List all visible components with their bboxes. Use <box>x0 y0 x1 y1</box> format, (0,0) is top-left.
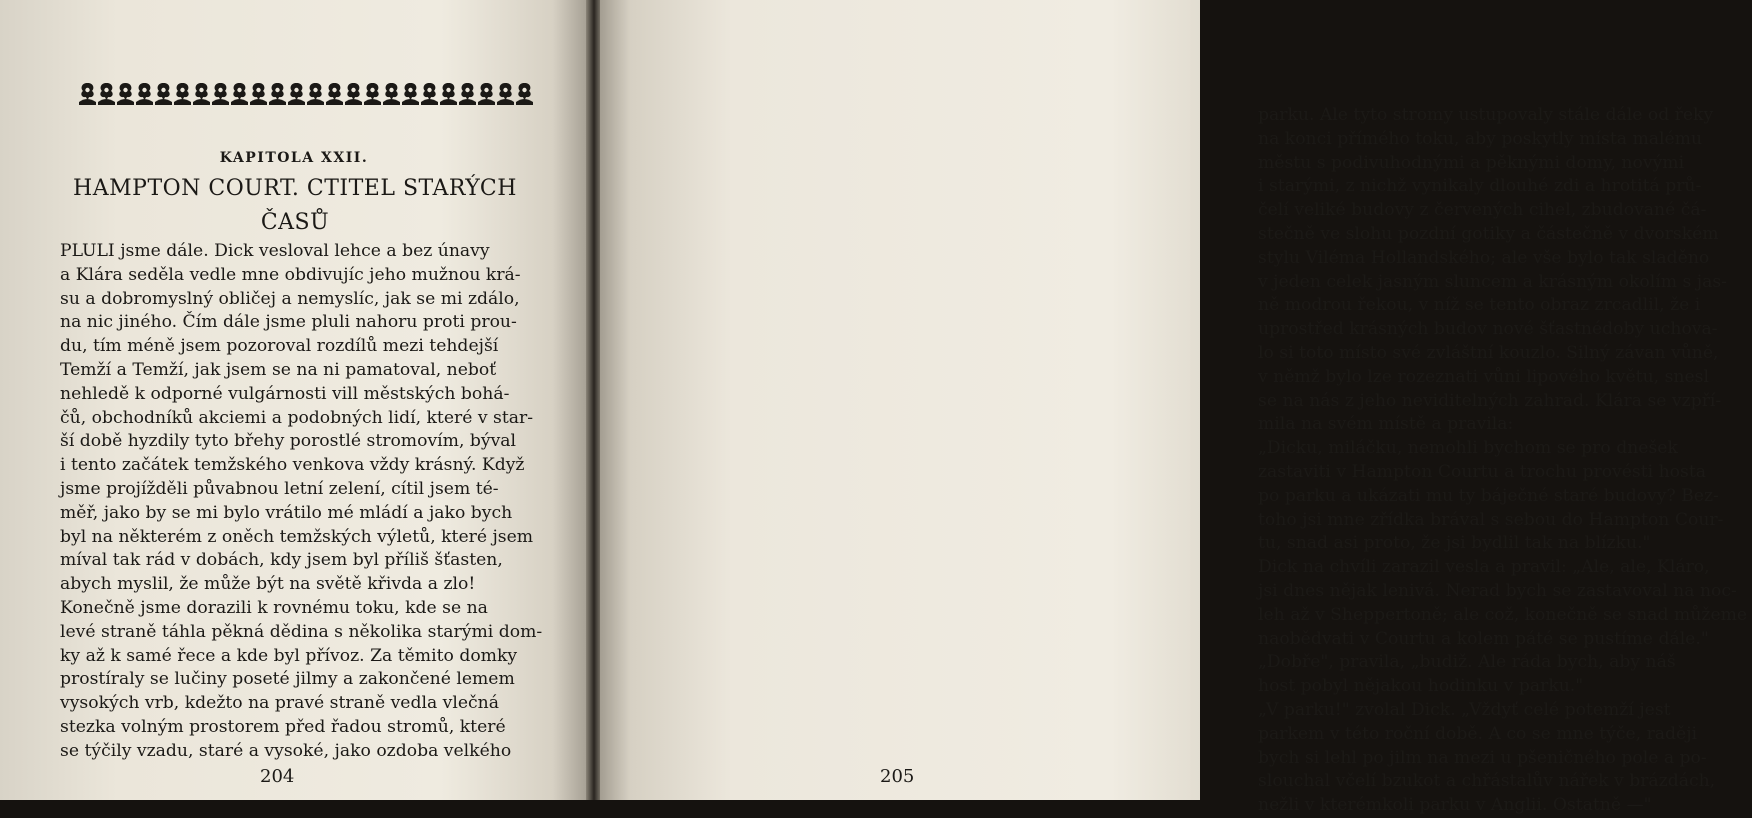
ornament-motif <box>516 83 533 105</box>
text-line: nehledě k odporné vulgárnosti vill městských bohá- <box>60 383 510 404</box>
text-line: i tento začátek temžského venkova vždy krásný. Když <box>60 455 525 476</box>
chapter-label: KAPITOLA XXII. <box>219 150 369 166</box>
text-line: jsme projížděli půvabnou letní zelení, cítil jsem té- <box>60 478 499 499</box>
ornament-motif <box>326 83 343 105</box>
text-line: ší době hyzdily tyto břehy porostlé stromovím, býval <box>60 431 517 452</box>
text-line: se týčily vzadu, staré a vysoké, jako ozdoba velkého <box>60 740 512 761</box>
ornament-motif <box>117 83 134 105</box>
text-line: čů, obchodníků akciemi a podobných lidí, které v star- <box>60 407 534 428</box>
ornament-motif <box>288 83 305 105</box>
text-line: stylu Viléma Hollandského; ale vše bylo tak sladěno <box>1258 247 1710 268</box>
text-line: „V parku!" zvolal Dick. „Vždyť celé potemží jest <box>1258 699 1671 720</box>
text-line: leh až v Sheppertoně; ale což, konečně se snad můžeme <box>1258 604 1748 625</box>
text-line: i starými, z nichž vynikaly dlouhé zdi a hrotitá prů- <box>1258 176 1702 197</box>
left-page-body <box>60 240 543 764</box>
ornament-motif <box>212 83 229 105</box>
text-line: v jeden celek jasným sluncem a krásným okolím s jas- <box>1258 271 1727 292</box>
text-line: lo si toto místo své zvláštní kouzlo. Silný závan vůně, <box>1258 342 1719 363</box>
text-line: míval tak rád v dobách, kdy jsem byl příliš šťasten, <box>60 550 503 571</box>
left-page <box>0 0 588 800</box>
text-line: měř, jako by se mi bylo vrátilo mé mládí a jako bych <box>60 502 513 523</box>
text-line: tu, snad asi proto, že jsi bydlil tak na blízku." <box>1258 533 1651 554</box>
text-line: čelí veliké budovy z červených cihel, zbudované čá- <box>1258 200 1707 221</box>
text-line: abych myslil, že může být na světě křivda a zlo! <box>60 574 476 595</box>
text-line: v němž bylo lze rozeznati vůni lipového květu, snesl <box>1258 366 1709 387</box>
text-line: vysokých vrb, kdežto na pravé straně vedla vlečná <box>60 693 499 714</box>
text-line: ně modrou řekou, v níž se tento obraz zrcadlil, že i <box>1258 295 1701 316</box>
ornament-motif <box>269 83 286 105</box>
text-line: PLULI jsme dále. Dick vesloval lehce a bez únavy <box>60 241 490 261</box>
text-line: na konci přímého toku, aby poskytly místa malému <box>1258 128 1703 149</box>
ornament-motif <box>440 83 457 105</box>
text-line: byl na některém z oněch temžských výletů, které jsem <box>60 526 534 547</box>
text-line: jsi dnes nějak lenivá. Nerad bych se zastavoval na noc- <box>1258 580 1737 601</box>
ornament-motif <box>79 83 96 105</box>
ornament-motif <box>250 83 267 105</box>
ornament-motif <box>155 83 172 105</box>
text-line: „Dobře", pravila, „budiž. Ale ráda bych, aby náš <box>1258 652 1676 673</box>
text-line: stezka volným prostorem před řadou stromů, které <box>60 716 506 737</box>
ornament-motif <box>402 83 419 105</box>
text-line: levé straně táhla pěkná dědina s několika starými dom- <box>60 621 543 642</box>
right-page <box>600 0 1748 816</box>
text-line: po parku a ukázati mu ty báječné staré budovy? Bez- <box>1258 485 1719 506</box>
text-line: zastaviti v Hampton Courtu a trochu provésti hosta <box>1258 461 1707 482</box>
text-line: na nic jiného. Čím dále jsme pluli nahoru proti prou- <box>60 312 517 333</box>
text-line: městu s podivuhodnými a pěknými domy, novými <box>1258 152 1685 173</box>
text-line: bych si lehl po jilm na mezi u pšeničného pole a po- <box>1258 747 1707 768</box>
text-line: Konečně jsme dorazili k rovnému toku, kde se na <box>60 597 488 618</box>
text-line: slouchal včelí bzukot a chřástalův nářek v brázdách, <box>1258 771 1716 792</box>
text-line: nežli v kterémkoli parku v Anglii. Ostatně —" <box>1258 795 1652 816</box>
ornament-motif <box>421 83 438 105</box>
right-page-body <box>1258 104 1752 818</box>
text-line: toho jsi mne zřídka brával s sebou do Hampton Cour- <box>1258 509 1724 530</box>
text-line: se na nás z jeho neviditelných zahrad. Klára se vzpří- <box>1258 390 1722 411</box>
text-line: Temží a Temží, jak jsem se na ni pamatoval, neboť <box>60 359 497 380</box>
ornament-motif <box>383 83 400 105</box>
ornament-motif <box>364 83 381 105</box>
ornament-motif <box>136 83 153 105</box>
text-line: Dick na chvíli zarazil vesla a pravil: „Ale, ale, Kláro, <box>1258 557 1710 578</box>
text-line: ky až k samé řece a kde byl přívoz. Za těmito domky <box>60 645 518 666</box>
ornament-motif <box>459 83 476 105</box>
text-line: prostíraly se lučiny poseté jilmy a zakončené lemem <box>60 669 515 690</box>
ornament-motif <box>307 83 324 105</box>
text-line: mila na svém místě a pravila: <box>1258 414 1514 435</box>
ornament-motif <box>174 83 191 105</box>
ornament-motif <box>193 83 210 105</box>
ornament-motif <box>497 83 514 105</box>
chapter-title: HAMPTON COURT. CTITEL STARÝCH ČASŮ <box>73 176 517 235</box>
floral-ornament-border <box>76 80 534 114</box>
text-line: host pobyl nějakou hodinku v parku." <box>1258 676 1584 697</box>
text-line: uprostřed krásných budov nové šťastnédoby uchova- <box>1258 319 1718 340</box>
page-number-left: 204 <box>260 766 295 787</box>
page-number-right: 205 <box>880 766 915 787</box>
text-line: su a dobromyslný obličej a nemyslíc, jak se mi zdálo, <box>60 288 520 309</box>
text-line: du, tím méně jsem pozoroval rozdílů mezi tehdejší <box>60 336 499 357</box>
text-line: parkem v této roční době. A co se mne týče, raději <box>1258 723 1698 744</box>
text-line: parku. Ale tyto stromy ustupovaly stále dále od řeky <box>1258 105 1714 125</box>
text-line: naobědvati v Courtu a kolem páté se pustíme dále." <box>1258 628 1709 649</box>
ornament-motif <box>231 83 248 105</box>
ornament-motif <box>98 83 115 105</box>
text-line: a Klára seděla vedle mne obdivujíc jeho mužnou krá- <box>60 264 521 285</box>
text-line: stečně ve slohu pozdní gotiky a částečně v dvorském <box>1258 223 1719 244</box>
ornament-motif <box>345 83 362 105</box>
ornament-motif <box>478 83 495 105</box>
text-line: „Dicku, miláčku, nemohli bychom se pro dnešek <box>1258 438 1678 459</box>
